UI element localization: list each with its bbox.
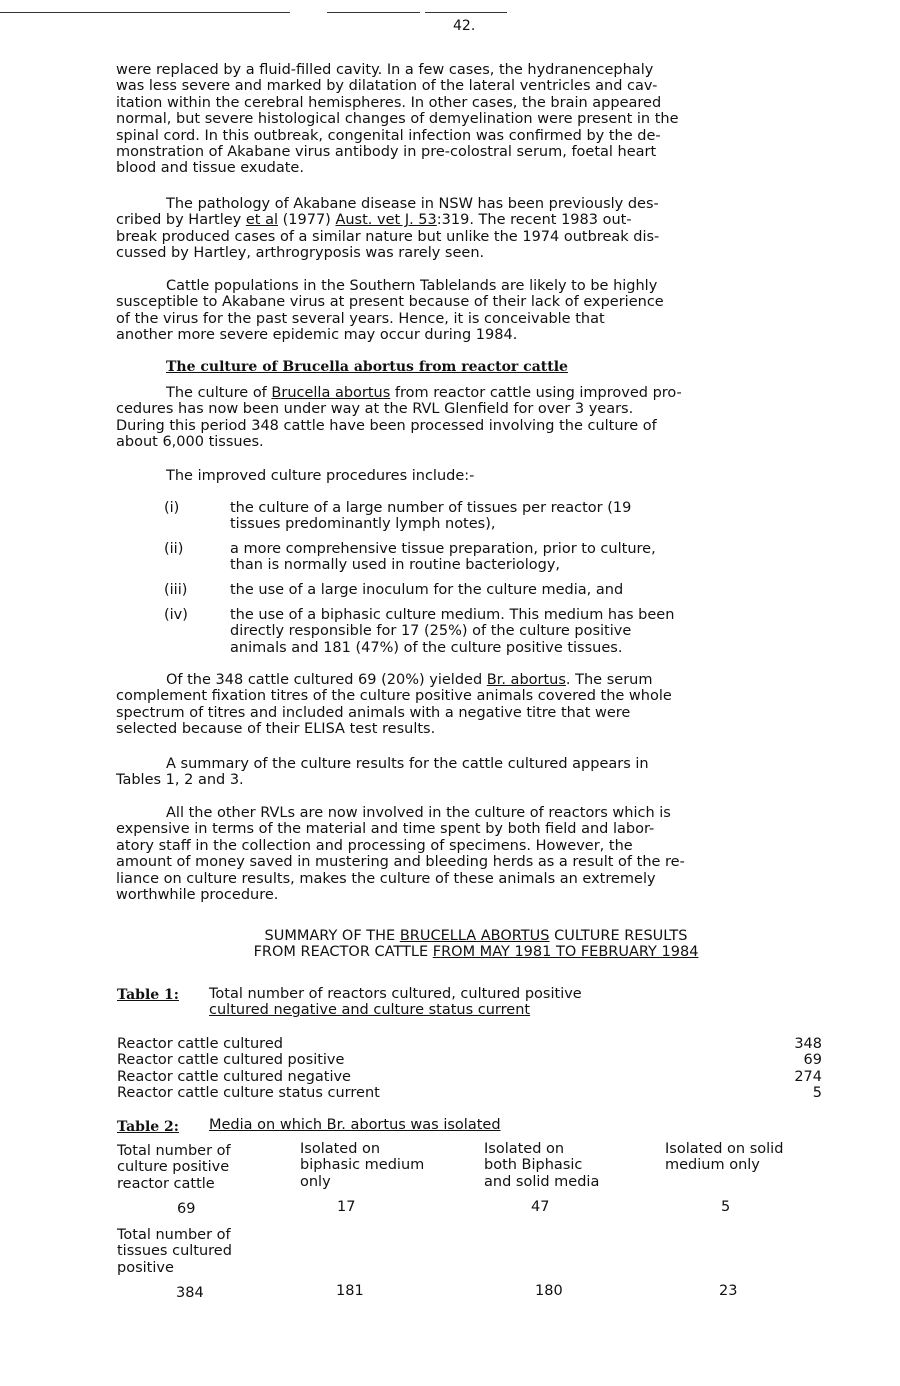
table-2-tissue-value: 180 (535, 1283, 563, 1299)
page-number: 42. (453, 18, 476, 34)
summary-title: SUMMARY OF THE BRUCELLA ABORTUS CULTURE RESULTS FROM REACTOR CATTLE FROM MAY 1981 TO FEBRUARY 1984 (253, 928, 699, 961)
table-2-tissue-value: 384 (176, 1285, 204, 1301)
table-2-cattle-value: 17 (337, 1199, 356, 1215)
table-2-tissues-label: Total number of tissues cultured positive (117, 1227, 232, 1276)
table-2-header-3: Isolated on both Biphasic and solid media (484, 1141, 600, 1190)
table-2-cattle-value: 47 (531, 1199, 550, 1215)
paragraph-2: The pathology of Akabane disease in NSW has been previously des- cribed by Hartley et al (1977) Aust. vet J. 53:319. The recent 1983 out- break produced cases of a similar nature but unlike the 1974 outbreak dis- cussed by Hartley, arthrogryposis was rarely seen. (116, 196, 660, 262)
top-rule-mid (327, 12, 420, 13)
section-heading: The culture of Brucella abortus from reactor cattle (166, 359, 568, 375)
paragraph-3: Cattle populations in the Southern Tablelands are likely to be highly susceptible to Akabane virus at present because of their lack of experience of the virus for the past several years. Hence, it is conceivable that another more severe epidemic may occur during 1984. (116, 278, 664, 344)
table-1-label: Table 1: (117, 987, 179, 1003)
paragraph-7: All the other RVLs are now involved in the culture of reactors which is expensive in terms of the material and time spent by both field and labor- atory staff in the collection and processing of specimens. However, the amount of money saved in mustering and bleeding herds as a result of the re- liance on culture results, makes the culture of these animals an extremely worthwhile procedure. (116, 805, 685, 904)
paragraph-6: A summary of the culture results for the cattle cultured appears in Tables 1, 2 and 3. (116, 756, 649, 789)
top-rule-left (0, 12, 290, 13)
table-2-cattle-value: 69 (177, 1201, 196, 1217)
paragraph-5: Of the 348 cattle cultured 69 (20%) yielded Br. abortus. The serum complement fixation titres of the culture positive animals covered the whole spectrum of titres and included animals with a negative titre that were selected because of their ELISA test results. (116, 672, 672, 738)
table-2-header-2: Isolated on biphasic medium only (300, 1141, 425, 1190)
table-2-caption: Media on which Br. abortus was isolated (209, 1117, 501, 1133)
table-2-cattle-value: 5 (721, 1199, 731, 1215)
paragraph-1: were replaced by a fluid-filled cavity. In a few cases, the hydranencephaly was less severe and marked by dilatation of the lateral ventricles and cav- itation within the cerebral hemispheres. In other cases, the brain appeared normal, but severe histological changes of demyelination were present in the spinal cord. In this outbreak, congenital infection was confirmed by the de- monstration of Akabane virus antibody in pre-colostral serum, foetal heart blood and tissue exudate. (116, 62, 679, 177)
table-2-tissue-value: 181 (336, 1283, 364, 1299)
paragraph-4: The culture of Brucella abortus from reactor cattle using improved pro- cedures has now been under way at the RVL Glenfield for over 3 years. During this period 348 cattle have been processed involving the culture of about 6,000 tissues. (116, 385, 682, 451)
table-2-header-4: Isolated on solid medium only (665, 1141, 784, 1174)
table-2-tissue-value: 23 (719, 1283, 738, 1299)
list-intro: The improved culture procedures include:- (166, 468, 475, 484)
table-1-caption: Total number of reactors cultured, cultured positive cultured negative and culture status current (209, 986, 582, 1019)
top-rule-right (425, 12, 507, 13)
table-2-label: Table 2: (117, 1119, 179, 1135)
table-2-header-1: Total number of culture positive reactor cattle (117, 1143, 231, 1192)
